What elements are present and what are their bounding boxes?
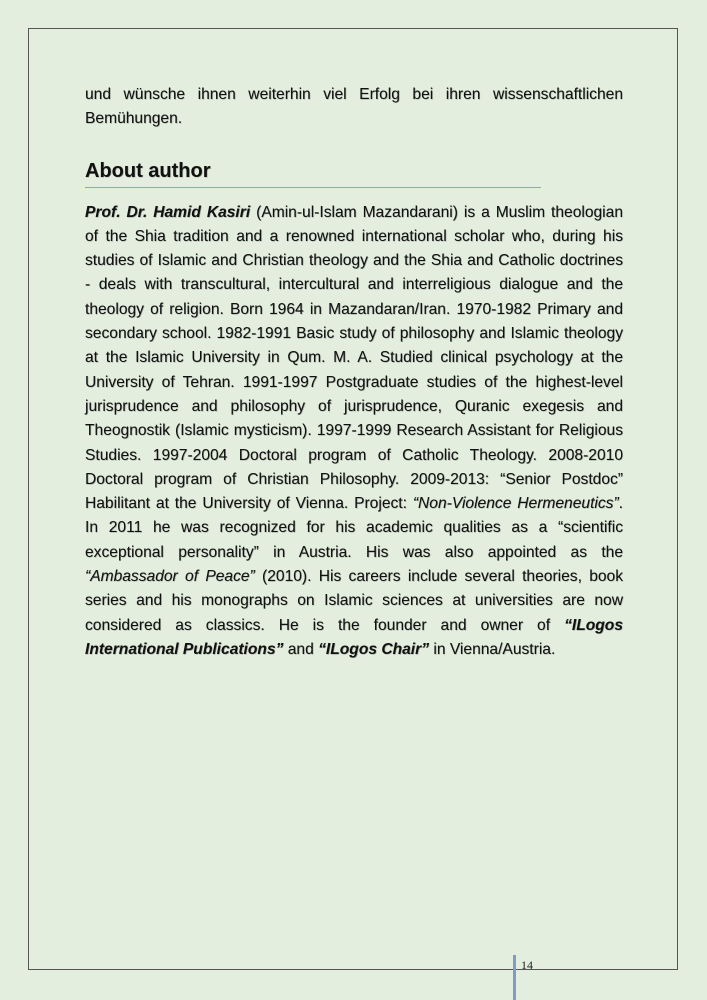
page-content <box>85 83 623 662</box>
section-heading: About author <box>85 159 541 188</box>
chair-name: “ILogos Chair” <box>318 640 430 658</box>
page-number: 14 <box>521 958 533 972</box>
publications-name: “ILogos International Publications” <box>85 616 623 658</box>
bio-text-4: and <box>283 640 319 658</box>
bio-text-2: . In 2011 he was recognized for his academic qualities as a “scientific exceptional personality” in Austria. His was also appointed as the <box>85 495 623 561</box>
author-bio-paragraph <box>85 201 623 663</box>
bio-text-5: in Vienna/Austria. <box>429 640 556 658</box>
ambassador-title: “Ambassador of Peace” <box>85 568 255 586</box>
project-title: “Non-Violence Hermeneutics” <box>412 495 619 513</box>
continuation-paragraph: und wünsche ihnen weiterhin viel Erfolg bei ihren wissenschaftlichen Bemühungen. <box>85 86 623 128</box>
bio-text-1: (Amin-ul-Islam Mazandarani) is a Muslim theologian of the Shia tradition and a renowned international scholar who, during his studies of Islamic and Christian theology and the Shia and Catholic doctrines - deals with transcultural, intercultural and interreligious dialogue and the theology of religion. Born 1964 in Mazandaran/Iran. 1970-1982 Primary and secondary school. 1982-1991 Basic study of philosophy and Islamic theology at the Islamic University in Qum. M. A. Studied clinical psychology at the University of Tehran. 1991-1997 Postgraduate studies of the highest-level jurisprudence and philosophy of jurisprudence, Quranic exegesis and Theognostik (Islamic mysticism). 1997-1999 Research Assistant for Religious Studies. 1997-2004 Doctoral program of Catholic Theology. 2008-2010 Doctoral program of Christian Philosophy. 2009-2013: “Senior Postdoc” Habilitant at the University of Vienna. Project: <box>85 203 623 513</box>
bio-text-3: (2010). His careers include several theories, book series and his monographs on Islamic sciences at universities are now considered as classics. He is the founder and owner of <box>85 568 624 634</box>
footer-rule <box>513 955 516 1000</box>
author-name: Prof. Dr. Hamid Kasiri <box>85 203 251 221</box>
